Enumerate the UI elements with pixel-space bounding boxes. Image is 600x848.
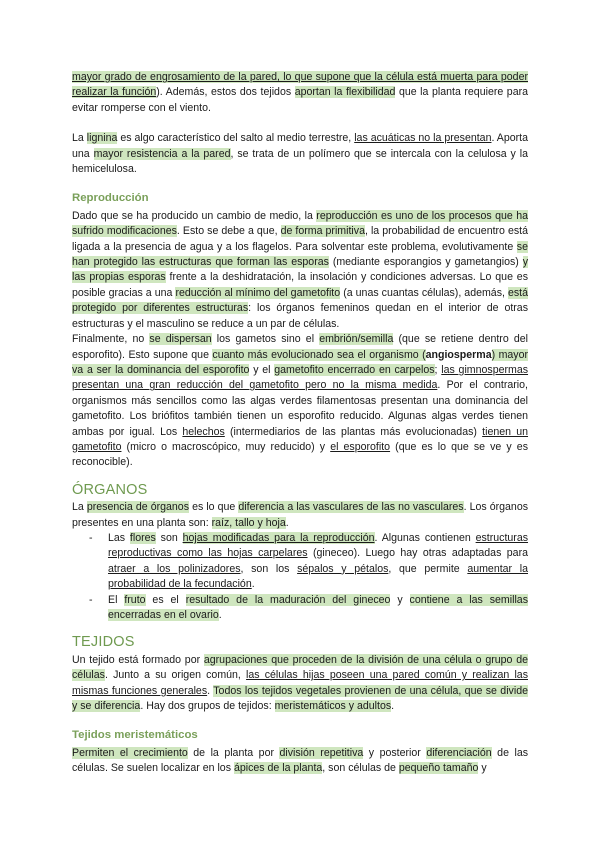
section-heading-reproduccion: Reproducción (72, 192, 149, 205)
paragraph-reproduccion-1: Dado que se ha producido un cambio de medio, la reproducción es uno de los procesos que ha sufrido modificaciones. Esto se debe a que, de forma primitiva, la probabilidad de encuentro está ligada a la presencia de agua y a los flagelos. Para solventar este problema, evolutivamente se han protegido las estructuras que forman las esporas (mediante esporangios y gametangios) y las propias esporas frente a la deshidratación, la insolación y condiciones adversas. Lo que es posible gracias a una reducción al mínimo del gametofito (a unas cuantas células), además, está protegido por diferentes estructuras: los órganos femeninos quedan en el interior de otras estructuras y el masculino se reduce a un par de células. (72, 209, 529, 330)
list-item-fruto: - El fruto es el resultado de la maduración del gineceo y contiene a las semillas encerradas en el ovario. (108, 593, 528, 624)
section-heading-organos: ÓRGANOS (72, 481, 148, 498)
paragraph-organos: La presencia de órganos es lo que diferencia a las vasculares de las no vasculares. Los órganos presentes en una planta son: raíz, tallo y hoja. (72, 501, 529, 529)
paragraph-lignina-continuation: mayor grado de engrosamiento de la pared, lo que supone que la célula está muerta para poder realizar la función). Además, estos dos tejidos aportan la flexibilidad que la planta requiere para evitar romperse con el viento. (72, 71, 529, 114)
paragraph-reproduccion-2: Finalmente, no se dispersan los gametos sino el embrión/semilla (que se retiene dentro del esporofito). Esto supone que cuanto más evolucionado sea el organismo (angiosperma) mayor va a ser la dominancia del esporofito y el gametofito encerrado en carpelos; las gimnospermas presentan una gran reducción del gametofito pero no la misma medida. Por el contrario, organismos más sencillos como las algas verdes filamentosas presentan una dominancia del gametofito. Los briófitos también tienen un esporofito reducido. Algunas algas verdes tienen ambas por igual. Los helechos (intermediarios de las plantas más evolucionadas) tienen un gametofito (micro o macroscópico, muy reducido) y el esporofito (que es lo que se ve y es reconocible). (72, 333, 529, 469)
subsection-heading-meristematicos: Tejidos meristemáticos (72, 729, 198, 742)
document-page (72, 70, 528, 777)
paragraph-lignina: La lignina es algo característico del salto al medio terrestre, las acuáticas no la presentan. Aporta una mayor resistencia a la pared, se trata de un polímero que se intercala con la celulosa y la hemicelulosa. (72, 132, 529, 176)
paragraph-meristematicos: Permiten el crecimiento de la planta por división repetitiva y posterior diferenciación de las células. Se suelen localizar en los ápices de la planta, son células de pequeño tamaño y (72, 746, 529, 775)
organos-list (72, 531, 528, 623)
list-item-flores: - Las flores son hojas modificadas para la reproducción. Algunas contienen estructuras reproductivas como las hojas carpelares (gineceo). Luego hay otras adaptadas para atraer a los polinizadores, son los sépalos y pétalos, que permite aumentar la probabilidad de la fecundación. (108, 531, 528, 593)
paragraph-tejidos: Un tejido está formado por agrupaciones que proceden de la división de una célula o grupo de células. Junto a su origen común, las células hijas poseen una pared común y realizan las mismas funciones generales. Todos los tejidos vegetales provienen de una célula, que se divide y se diferencia. Hay dos grupos de tejidos: meristemáticos y adultos. (72, 653, 528, 713)
spacer (72, 116, 528, 131)
section-heading-tejidos: TEJIDOS (72, 634, 135, 651)
